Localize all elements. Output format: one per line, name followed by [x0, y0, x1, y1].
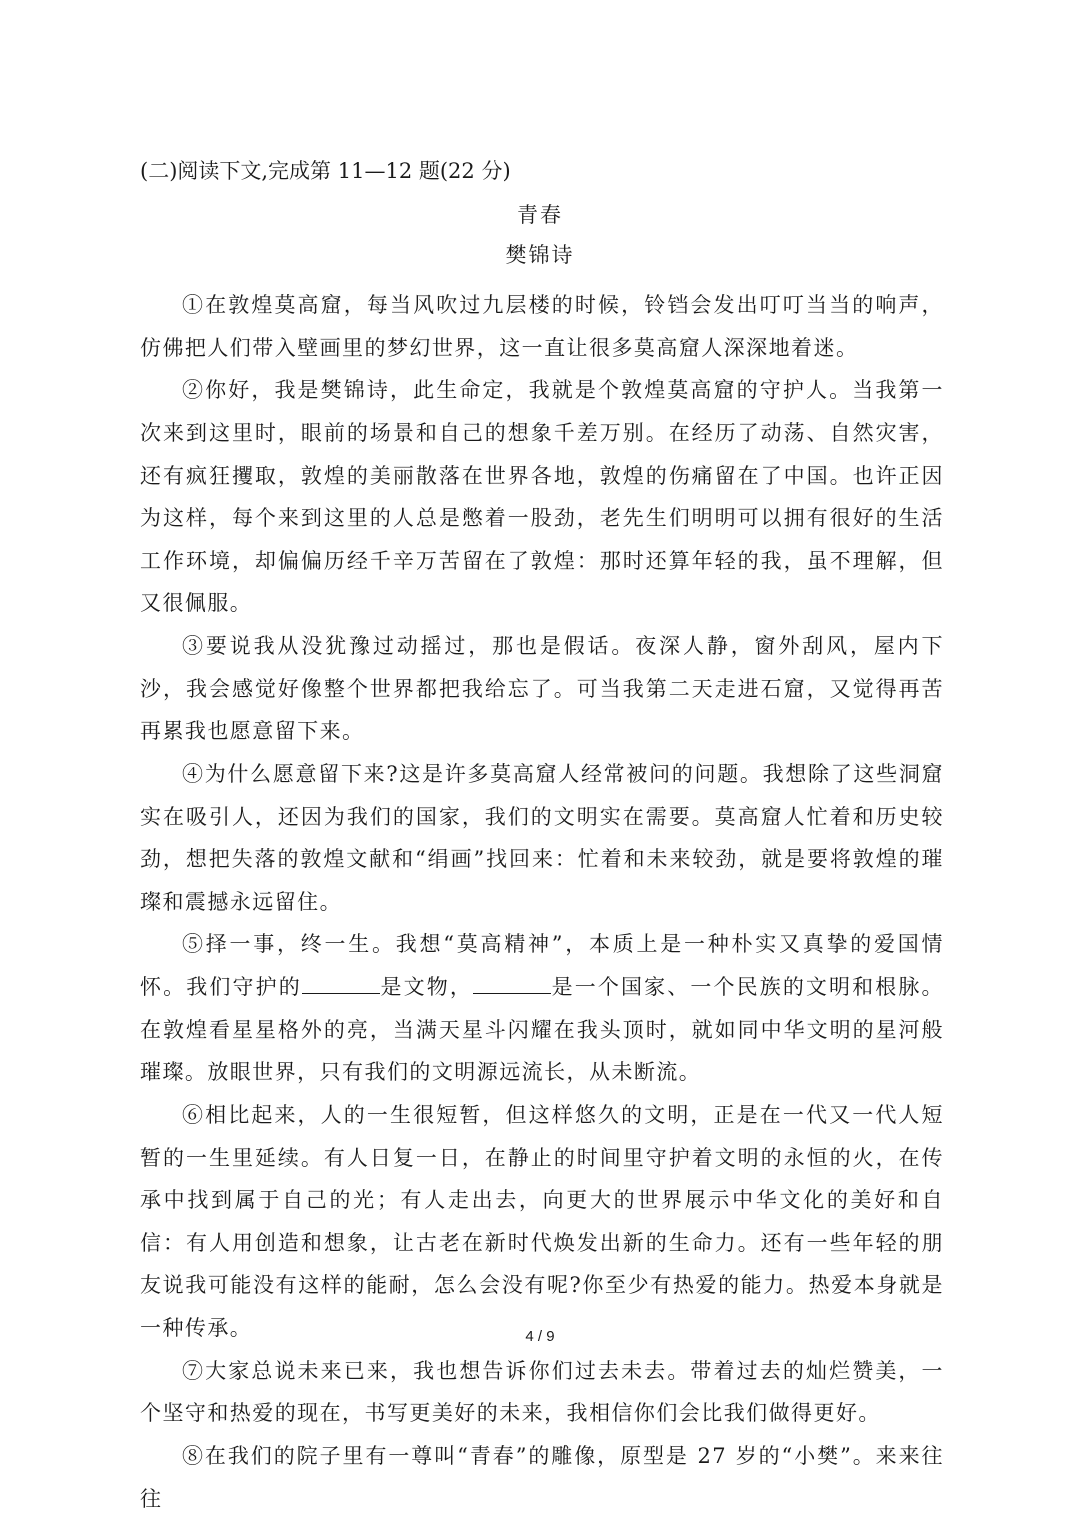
paragraph-3: ③要说我从没犹豫过动摇过，那也是假话。夜深人静，窗外刮风，屋内下沙，我会感觉好像整个世界都把我给忘了。可当我第二天走进石窟，又觉得再苦再累我也愿意留下来。	[140, 634, 944, 744]
fill-in-blank-1	[302, 992, 380, 994]
paragraph-1: ①在敦煌莫高窟，每当风吹过九层楼的时候，铃铛会发出叮叮当当的响声，仿佛把人们带入壁画里的梦幻世界，这一直让很多莫高窟人深深地着迷。	[140, 293, 944, 360]
paragraph-4: ④为什么愿意留下来?这是许多莫高窟人经常被问的问题。我想除了这些洞窟实在吸引人，还因为我们的国家，我们的文明实在需要。莫高窟人忙着和历史较劲，想把失落的敦煌文献和“绢画”找回来：忙着和未来较劲，就是要将敦煌的璀璨和震撼永远留住。	[140, 761, 944, 914]
article-title: 青春	[517, 203, 563, 227]
paragraph-5-part-3: 是一个国家、一个民族的文明和根脉。在敦煌看星星格外的亮，当满天星斗闪耀在我头顶时，就如同中华文明的星河般璀璨。放眼世界，只有我们的文明源远流长，从未断流。	[140, 975, 944, 1085]
paragraph-5-part-1: ⑤择一事，终一生。我想“莫高精神”，本质上是一种朴实又真挚的爱国情怀。我们守护的	[140, 932, 944, 1000]
paragraph-5	[140, 923, 944, 1093]
paragraph-5-part-2: 是文物，	[379, 975, 473, 1000]
section-heading: (二)阅读下文,完成第 11—12 题(22 分)	[140, 159, 511, 183]
article-author: 樊锦诗	[505, 243, 575, 267]
page-number: 4 / 9	[525, 1328, 555, 1345]
paragraph-6: ⑥相比起来，人的一生很短暂，但这样悠久的文明，正是在一代又一代人短暂的一生里延续。有人日复一日，在静止的时间里守护着文明的永恒的火，在传承中找到属于自己的光；有人走出去，向更大的世界展示中华文化的美好和自信：有人用创造和想象，让古老在新时代焕发出新的生命力。还有一些年轻的朋友说我可能没有这样的能耐，怎么会没有呢?你至少有热爱的能力。热爱本身就是一种传承。	[140, 1102, 944, 1340]
paragraph-2: ②你好，我是樊锦诗，此生命定，我就是个敦煌莫高窟的守护人。当我第一次来到这里时，眼前的场景和自己的想象千差万别。在经历了动荡、自然灾害，还有疯狂攫取，敦煌的美丽散落在世界各地，敦煌的伤痛留在了中国。也许正因为这样，每个来到这里的人总是憋着一股劲，老先生们明明可以拥有很好的生活工作环境，却偏偏历经千辛万苦留在了敦煌：那时还算年轻的我，虽不理解，但又很佩服。	[140, 378, 944, 616]
fill-in-blank-2	[473, 992, 551, 994]
paragraph-7: ⑦大家总说未来已来，我也想告诉你们过去未去。带着过去的灿烂赞美，一个坚守和热爱的现在，书写更美好的未来，我相信你们会比我们做得更好。	[140, 1358, 944, 1426]
paragraph-8: ⑧在我们的院子里有一尊叫“青春”的雕像，原型是 27 岁的“小樊”。来来往往	[140, 1444, 944, 1511]
